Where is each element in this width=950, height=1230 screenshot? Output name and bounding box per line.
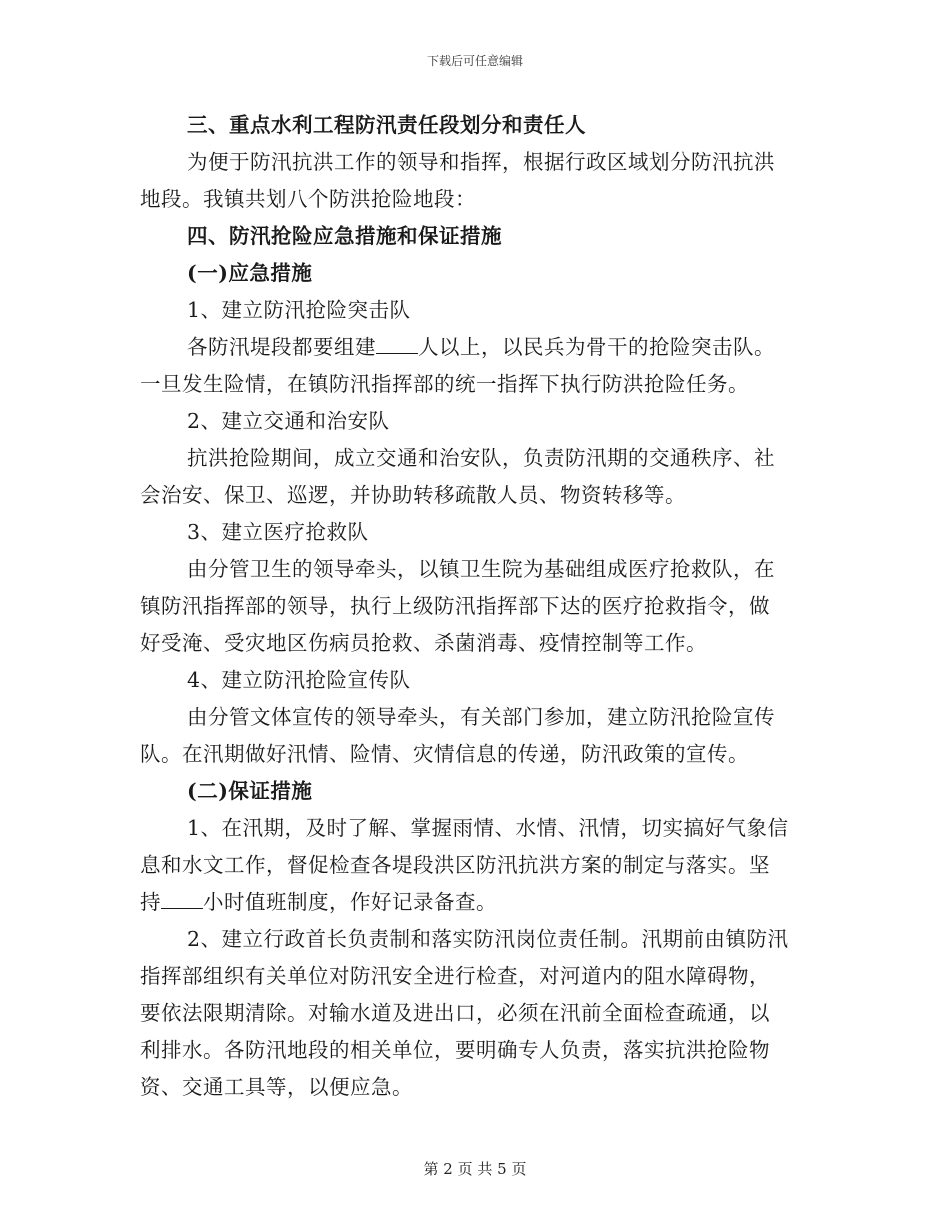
text-segment: 人以上，以民兵为骨干的抢险突击队。 bbox=[418, 335, 775, 359]
paragraph-line: 1、在汛期，及时了解、掌握雨情、水情、汛情，切实搞好气象信 bbox=[187, 816, 789, 840]
text-segment: 各防汛堤段都要组建 bbox=[187, 335, 376, 359]
paragraph-line: 由分管文体宣传的领导牵头，有关部门参加，建立防汛抢险宣传 bbox=[187, 705, 775, 729]
paragraph-line: 为便于防汛抗洪工作的领导和指挥，根据行政区域划分防汛抗洪 bbox=[187, 150, 775, 174]
paragraph-line: 抗洪抢险期间，成立交通和治安队，负责防汛期的交通秩序、社 bbox=[187, 446, 775, 470]
text-segment: 小时值班制度，作好记录备查。 bbox=[203, 890, 497, 914]
paragraph-line: 利排水。各防汛地段的相关单位，要明确专人负责，落实抗洪抢险物 bbox=[140, 1038, 770, 1062]
paragraph-line: 会治安、保卫、巡逻，并协助转移疏散人员、物资转移等。 bbox=[140, 483, 686, 507]
subsection-heading-emergency: (一)应急措施 bbox=[187, 261, 313, 285]
page-footer: 第 2 页 共 5 页 bbox=[423, 1160, 527, 1178]
paragraph-line bbox=[140, 329, 812, 366]
paragraph-line: 队。在汛期做好汛情、险情、灾情信息的传递，防汛政策的宣传。 bbox=[140, 742, 749, 766]
paragraph-line bbox=[140, 884, 812, 921]
paragraph-line: 2、建立行政首长负责制和落实防汛岗位责任制。汛期前由镇防汛 bbox=[187, 927, 789, 951]
section-heading-4: 四、防汛抢险应急措施和保证措施 bbox=[187, 224, 502, 248]
paragraph-line: 由分管卫生的领导牵头，以镇卫生院为基础组成医疗抢救队，在 bbox=[187, 557, 775, 581]
subsection-heading-guarantee: (二)保证措施 bbox=[187, 779, 313, 803]
item-heading-1: 1、建立防汛抢险突击队 bbox=[187, 298, 411, 322]
item-heading-3: 3、建立医疗抢救队 bbox=[187, 520, 369, 544]
paragraph-line: 好受淹、受灾地区伤病员抢救、杀菌消毒、疫情控制等工作。 bbox=[140, 631, 707, 655]
page-header: 下载后可任意编辑 bbox=[426, 54, 523, 68]
paragraph-line: 息和水文工作，督促检查各堤段洪区防汛抗洪方案的制定与落实。坚 bbox=[140, 853, 770, 877]
fill-in-blank bbox=[161, 890, 203, 909]
paragraph-line: 一旦发生险情，在镇防汛指挥部的统一指挥下执行防洪抢险任务。 bbox=[140, 372, 749, 396]
paragraph-line: 资、交通工具等，以便应急。 bbox=[140, 1075, 413, 1099]
document-body bbox=[140, 107, 812, 1106]
item-heading-2: 2、建立交通和治安队 bbox=[187, 409, 390, 433]
section-heading-3: 三、重点水利工程防汛责任段划分和责任人 bbox=[187, 113, 586, 137]
paragraph-line: 地段。我镇共划八个防洪抢险地段： bbox=[140, 187, 476, 211]
paragraph-line: 镇防汛指挥部的领导，执行上级防汛指挥部下达的医疗抢救指令，做 bbox=[140, 594, 770, 618]
paragraph-line: 指挥部组织有关单位对防汛安全进行检查，对河道内的阻水障碍物， bbox=[140, 964, 770, 988]
paragraph-line: 要依法限期清除。对输水道及进出口，必须在汛前全面检查疏通，以 bbox=[140, 1001, 770, 1025]
item-heading-4: 4、建立防汛抢险宣传队 bbox=[187, 668, 411, 692]
fill-in-blank bbox=[376, 335, 418, 354]
text-segment: 持 bbox=[140, 890, 161, 914]
